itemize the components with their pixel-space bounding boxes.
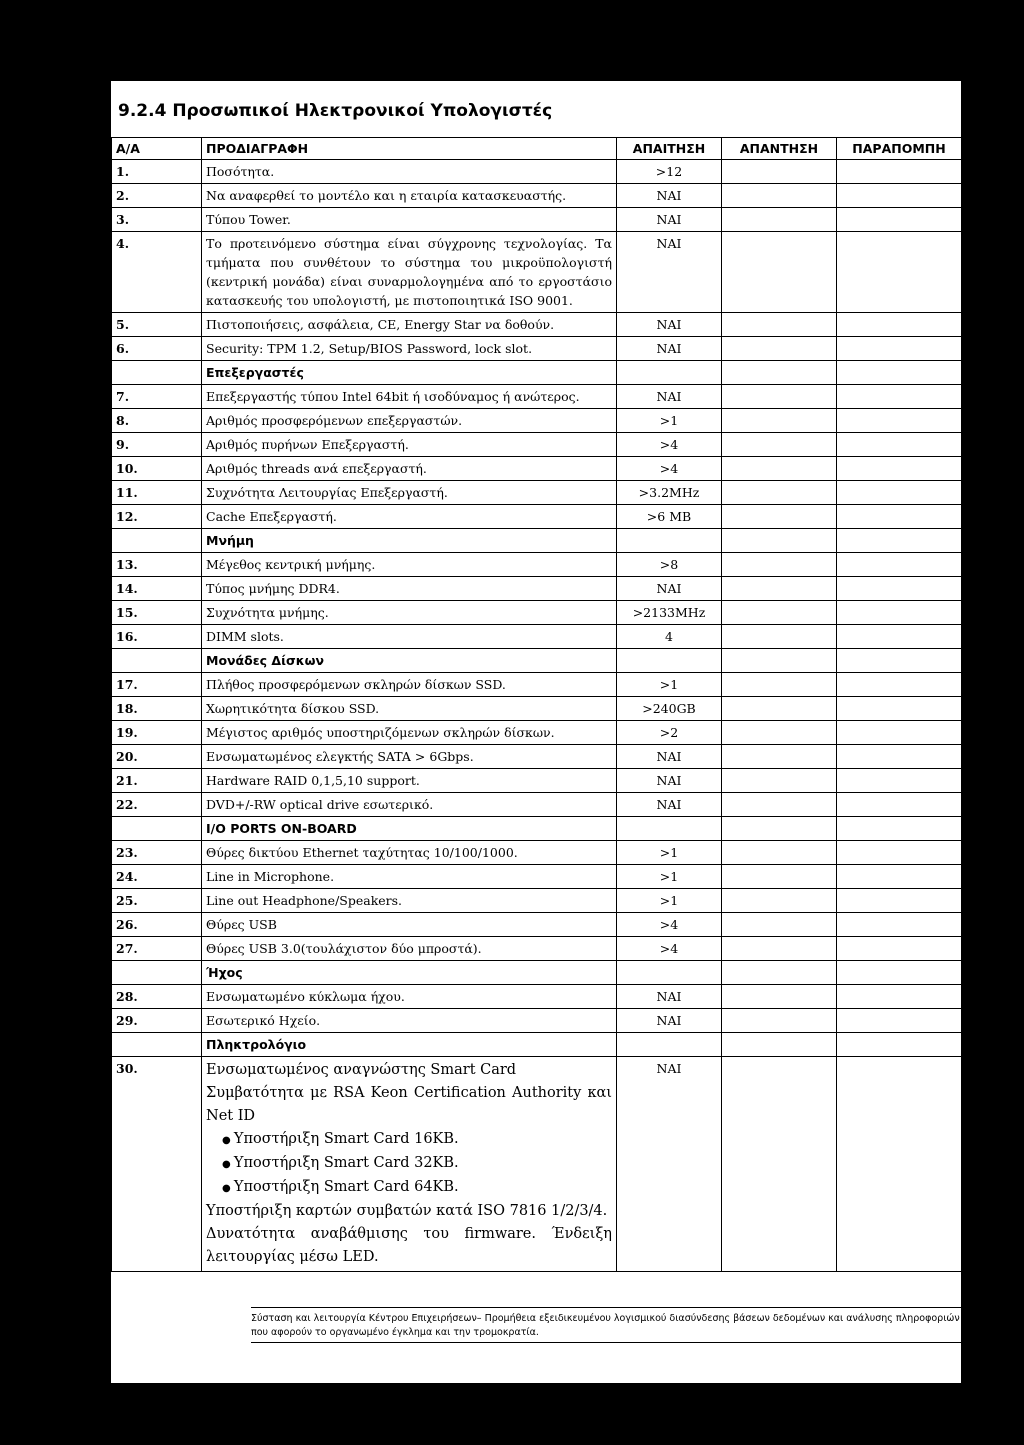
row-number (112, 817, 202, 841)
reference-cell (722, 817, 837, 841)
reference-cell (837, 1057, 962, 1272)
section-title: Μνήμη (202, 529, 617, 553)
table-row (112, 745, 962, 769)
col-header-spec: ΠΡΟΔΙΑΓΡΑΦΗ (202, 138, 617, 160)
answer-cell (617, 529, 722, 553)
row-number: 7. (112, 385, 202, 409)
reference-cell (837, 481, 962, 505)
spec-description: Θύρες USB (202, 913, 617, 937)
spec-description: Μέγεθος κεντρική μνήμης. (202, 553, 617, 577)
spec-description: Line in Microphone. (202, 865, 617, 889)
spec-description: DIMM slots. (202, 625, 617, 649)
table-row (112, 721, 962, 745)
requirement-value: >1 (617, 865, 722, 889)
answer-cell (722, 184, 837, 208)
section-row (112, 529, 962, 553)
section-row (112, 961, 962, 985)
footer-rule-mark (421, 1395, 465, 1396)
requirement-value: ΝΑΙ (617, 985, 722, 1009)
reference-cell (837, 769, 962, 793)
table-row (112, 481, 962, 505)
section-title: Επεξεργαστές (202, 361, 617, 385)
answer-cell (722, 889, 837, 913)
reference-cell (837, 721, 962, 745)
section-title: Πληκτρολόγιο (202, 1033, 617, 1057)
answer-cell (722, 1009, 837, 1033)
row-number: 23. (112, 841, 202, 865)
table-row (112, 865, 962, 889)
table-row (112, 433, 962, 457)
row-number: 11. (112, 481, 202, 505)
answer-cell (722, 313, 837, 337)
reference-cell (837, 160, 962, 184)
answer-cell (722, 841, 837, 865)
spec-description: Θύρες δικτύου Ethernet ταχύτητας 10/100/1000. (202, 841, 617, 865)
reference-cell (837, 1009, 962, 1033)
row-number: 10. (112, 457, 202, 481)
requirement-value: ΝΑΙ (617, 577, 722, 601)
requirement-value: ΝΑΙ (617, 232, 722, 313)
reference-cell (837, 385, 962, 409)
col-header-aa: Α/Α (112, 138, 202, 160)
reference-cell (722, 529, 837, 553)
spec-description: Ποσότητα. (202, 160, 617, 184)
answer-cell (722, 553, 837, 577)
description-line: Υποστήριξη καρτών συμβατών κατά ISO 7816 1/2/3/4. (206, 1203, 608, 1219)
row-number: 24. (112, 865, 202, 889)
section-row (112, 649, 962, 673)
reference-cell (722, 649, 837, 673)
row-number: 9. (112, 433, 202, 457)
reference-cell (837, 913, 962, 937)
row-number: 1. (112, 160, 202, 184)
table-row (112, 601, 962, 625)
answer-cell (722, 673, 837, 697)
answer-cell (722, 160, 837, 184)
reference-cell (837, 208, 962, 232)
list-item-text: Υποστήριξη Smart Card 64KB. (233, 1179, 459, 1195)
requirement-value: ΝΑΙ (617, 745, 722, 769)
answer-cell (617, 649, 722, 673)
answer-cell (722, 985, 837, 1009)
spec-description: Εσωτερικό Ηχείο. (202, 1009, 617, 1033)
table-row (112, 1009, 962, 1033)
answer-cell (722, 625, 837, 649)
list-item (222, 1128, 612, 1152)
spec-description: Να αναφερθεί το μοντέλο και η εταιρία κατασκευαστής. (202, 184, 617, 208)
requirement-value: >12 (617, 160, 722, 184)
reference-cell (837, 697, 962, 721)
answer-cell (722, 913, 837, 937)
document-page (111, 81, 961, 1383)
answer-cell (722, 601, 837, 625)
spec-description: Τύπος μνήμης DDR4. (202, 577, 617, 601)
requirement-value: >1 (617, 409, 722, 433)
answer-cell (722, 385, 837, 409)
reference-cell (837, 313, 962, 337)
spec-description: Πλήθος προσφερόμενων σκληρών δίσκων SSD. (202, 673, 617, 697)
spec-description: Το προτεινόμενο σύστημα είναι σύγχρονης τεχνολογίας. Τα τμήματα που συνθέτουν το σύστημα του μικροϋπολογιστή (κεντρική μονάδα) είναι συναρμολογημένα από το εργοστάσιο κατασκευής του υπολογιστή, με πιστοποιητικά ISO 9001. (202, 232, 617, 313)
answer-cell (617, 961, 722, 985)
table-row (112, 313, 962, 337)
section-row (112, 361, 962, 385)
row-number: 12. (112, 505, 202, 529)
table-row (112, 577, 962, 601)
spec-description: DVD+/-RW optical drive εσωτερικό. (202, 793, 617, 817)
row-number: 14. (112, 577, 202, 601)
answer-cell (722, 433, 837, 457)
row-number: 21. (112, 769, 202, 793)
spec-description: Line out Headphone/Speakers. (202, 889, 617, 913)
reference-cell (837, 577, 962, 601)
spec-description (202, 1057, 617, 1272)
list-item-text: Υποστήριξη Smart Card 16KB. (233, 1131, 459, 1147)
requirement-value: >240GB (617, 697, 722, 721)
row-number: 2. (112, 184, 202, 208)
row-number: 8. (112, 409, 202, 433)
table-row (112, 937, 962, 961)
requirement-value: ΝΑΙ (617, 793, 722, 817)
col-header-answer: ΑΠΑΝΤΗΣΗ (722, 138, 837, 160)
table-row (112, 889, 962, 913)
row-number: 15. (112, 601, 202, 625)
spec-description: Συχνότητα Λειτουργίας Επεξεργαστή. (202, 481, 617, 505)
row-number: 6. (112, 337, 202, 361)
row-number (112, 961, 202, 985)
table-row (112, 232, 962, 313)
row-number: 3. (112, 208, 202, 232)
requirement-value: >4 (617, 913, 722, 937)
bullet-list (206, 1128, 612, 1200)
answer-cell (722, 769, 837, 793)
row-number: 4. (112, 232, 202, 313)
section-title: I/O PORTS ON-BOARD (202, 817, 617, 841)
section-heading: 9.2.4 Προσωπικοί Ηλεκτρονικοί Υπολογιστές (118, 101, 553, 121)
list-item-text: Υποστήριξη Smart Card 32KB. (233, 1155, 459, 1171)
table-row (112, 337, 962, 361)
table-row (112, 184, 962, 208)
row-number: 20. (112, 745, 202, 769)
section-title: Μονάδες Δίσκων (202, 649, 617, 673)
spec-description: Cache Επεξεργαστή. (202, 505, 617, 529)
reference-cell (837, 745, 962, 769)
reference-cell (837, 433, 962, 457)
requirement-value: >4 (617, 937, 722, 961)
requirement-value: >4 (617, 433, 722, 457)
requirement-value: ΝΑΙ (617, 337, 722, 361)
answer-cell (617, 361, 722, 385)
reference-cell (837, 409, 962, 433)
answer-cell (722, 865, 837, 889)
reference-cell (837, 793, 962, 817)
table-header-row (112, 138, 962, 160)
row-number (112, 649, 202, 673)
table-row (112, 385, 962, 409)
spec-description: Μέγιστος αριθμός υποστηριζόμενων σκληρών δίσκων. (202, 721, 617, 745)
list-item (222, 1152, 612, 1176)
list-item (222, 1176, 612, 1200)
section-row (112, 1033, 962, 1057)
requirement-value: 4 (617, 625, 722, 649)
spec-description: Χωρητικότητα δίσκου SSD. (202, 697, 617, 721)
answer-cell (722, 337, 837, 361)
row-number: 25. (112, 889, 202, 913)
reference-cell (837, 625, 962, 649)
requirement-value: >1 (617, 889, 722, 913)
requirement-value: ΝΑΙ (617, 1057, 722, 1272)
requirement-value: >1 (617, 673, 722, 697)
answer-cell (722, 697, 837, 721)
row-number (112, 529, 202, 553)
table-row (112, 409, 962, 433)
answer-cell (722, 505, 837, 529)
spec-description: Αριθμός threads ανά επεξεργαστή. (202, 457, 617, 481)
page-footer: Σύσταση και λειτουργία Κέντρου Επιχειρήσεων– Προμήθεια εξειδικευμένου λογισμικού διασύνδεσης βάσεων δεδομένων και ανάλυσης πληροφοριών που αφορούν το οργανωμένο έγκλημα και την τρομοκρατία. (251, 1307, 961, 1343)
answer-cell (617, 817, 722, 841)
answer-cell (617, 1033, 722, 1057)
requirement-value: ΝΑΙ (617, 208, 722, 232)
table-row (112, 841, 962, 865)
table-row (112, 793, 962, 817)
description-line: Συμβατότητα με RSA Keon Certification Authority και Net ID (206, 1085, 612, 1124)
answer-cell (722, 721, 837, 745)
table-row (112, 673, 962, 697)
spec-description: Αριθμός πυρήνων Επεξεργαστή. (202, 433, 617, 457)
requirement-value: >3.2MHz (617, 481, 722, 505)
spec-description: Επεξεργαστής τύπου Intel 64bit ή ισοδύναμος ή ανώτερος. (202, 385, 617, 409)
row-number: 16. (112, 625, 202, 649)
requirement-value: >2 (617, 721, 722, 745)
table-row (112, 625, 962, 649)
spec-table (111, 137, 962, 1272)
requirement-value: ΝΑΙ (617, 769, 722, 793)
row-number: 17. (112, 673, 202, 697)
row-number: 28. (112, 985, 202, 1009)
answer-cell (722, 232, 837, 313)
spec-description: Ενσωματωμένο κύκλωμα ήχου. (202, 985, 617, 1009)
row-number: 29. (112, 1009, 202, 1033)
reference-cell (722, 961, 837, 985)
spec-description: Συχνότητα μνήμης. (202, 601, 617, 625)
requirement-value: ΝΑΙ (617, 313, 722, 337)
table-row (112, 208, 962, 232)
row-number: 27. (112, 937, 202, 961)
reference-cell (837, 457, 962, 481)
answer-cell (722, 937, 837, 961)
spec-table-body (112, 160, 962, 1272)
table-row (112, 505, 962, 529)
description-line: Δυνατότητα αναβάθμισης του firmware. Ένδειξη λειτουργίας μέσω LED. (206, 1226, 612, 1265)
reference-cell (837, 232, 962, 313)
answer-cell (722, 793, 837, 817)
section-title: Ήχος (202, 961, 617, 985)
requirement-value: ΝΑΙ (617, 1009, 722, 1033)
requirement-value: >2133MHz (617, 601, 722, 625)
reference-cell (837, 337, 962, 361)
answer-cell (722, 481, 837, 505)
reference-cell (837, 553, 962, 577)
spec-description: Ενσωματωμένος ελεγκτής SATA > 6Gbps. (202, 745, 617, 769)
table-row (112, 769, 962, 793)
requirement-value: >4 (617, 457, 722, 481)
reference-cell (837, 841, 962, 865)
requirement-value: >1 (617, 841, 722, 865)
row-number: 5. (112, 313, 202, 337)
row-number: 30. (112, 1057, 202, 1272)
spec-description: Πιστοποιήσεις, ασφάλεια, CE, Energy Star να δοθούν. (202, 313, 617, 337)
spec-description: Θύρες USB 3.0(τουλάχιστον δύο μπροστά). (202, 937, 617, 961)
reference-cell (837, 673, 962, 697)
row-number: 19. (112, 721, 202, 745)
answer-cell (722, 208, 837, 232)
reference-cell (722, 361, 837, 385)
answer-cell (722, 745, 837, 769)
table-row (112, 457, 962, 481)
answer-cell (722, 457, 837, 481)
table-row (112, 1057, 962, 1272)
row-number: 13. (112, 553, 202, 577)
table-row (112, 913, 962, 937)
footer-rule-mark (573, 1383, 613, 1385)
row-number: 26. (112, 913, 202, 937)
description-line: Ενσωματωμένος αναγνώστης Smart Card (206, 1062, 517, 1078)
answer-cell (722, 1057, 837, 1272)
requirement-value: ΝΑΙ (617, 385, 722, 409)
table-row (112, 160, 962, 184)
spec-description: Hardware RAID 0,1,5,10 support. (202, 769, 617, 793)
reference-cell (837, 889, 962, 913)
answer-cell (722, 577, 837, 601)
answer-cell (722, 409, 837, 433)
spec-description: Αριθμός προσφερόμενων επεξεργαστών. (202, 409, 617, 433)
spec-description: Τύπου Tower. (202, 208, 617, 232)
table-row (112, 697, 962, 721)
reference-cell (837, 601, 962, 625)
spec-description: Security: TPM 1.2, Setup/BIOS Password, lock slot. (202, 337, 617, 361)
reference-cell (837, 505, 962, 529)
requirement-value: ΝΑΙ (617, 184, 722, 208)
row-number: 18. (112, 697, 202, 721)
reference-cell (837, 184, 962, 208)
reference-cell (837, 865, 962, 889)
row-number (112, 1033, 202, 1057)
col-header-requirement: ΑΠΑΙΤΗΣΗ (617, 138, 722, 160)
section-row (112, 817, 962, 841)
row-number (112, 361, 202, 385)
requirement-value: >8 (617, 553, 722, 577)
requirement-value: >6 MB (617, 505, 722, 529)
table-row (112, 553, 962, 577)
reference-cell (837, 937, 962, 961)
reference-cell (722, 1033, 837, 1057)
reference-cell (837, 985, 962, 1009)
table-row (112, 985, 962, 1009)
col-header-reference: ΠΑΡΑΠΟΜΠΗ (837, 138, 962, 160)
row-number: 22. (112, 793, 202, 817)
